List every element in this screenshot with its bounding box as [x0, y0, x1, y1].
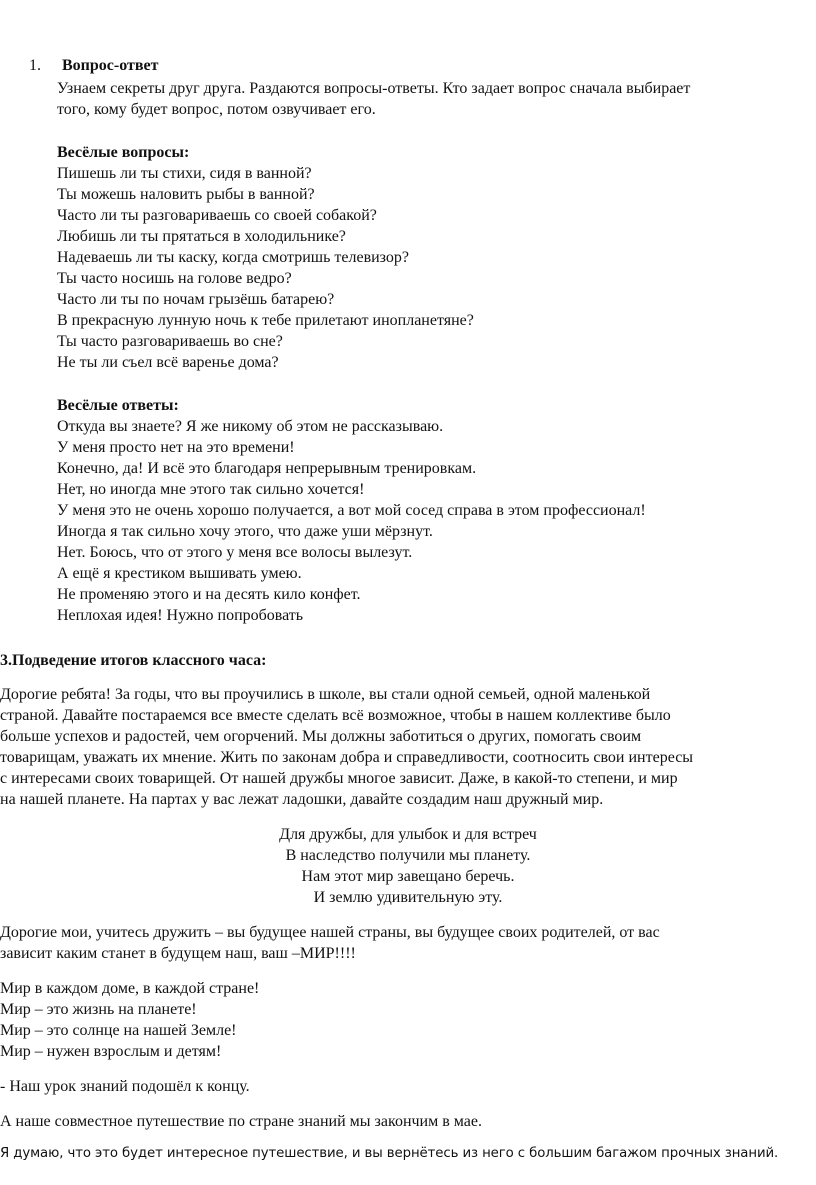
- section-body: [0, 78, 816, 626]
- summary-title: 3.Подведение итогов классного часа:: [0, 652, 267, 669]
- answer-item: А ещё я крестиком вышивать умею.: [57, 565, 302, 582]
- question-item: Часто ли ты по ночам грызёшь батарею?: [57, 291, 335, 308]
- intro-line: того, кому будет вопрос, потом озвучивает его.: [57, 101, 376, 118]
- question-item: Не ты ли съел всё варенье дома?: [57, 354, 279, 371]
- paragraph-line: страной. Давайте постараемся все вместе сделать всё возможное, чтобы в нашем коллективе было: [0, 707, 671, 724]
- paragraph-line: зависит каким станет в будущем наш, ваш –МИР!!!!: [0, 945, 356, 962]
- peace-line: Мир в каждом доме, в каждой стране!: [0, 980, 260, 997]
- peace-line: Мир – это солнце на нашей Земле!: [0, 1022, 237, 1039]
- answers-list: [57, 416, 816, 626]
- answer-item: Откуда вы знаете? Я же никому об этом не рассказываю.: [57, 418, 444, 435]
- answer-item: Нет. Боюсь, что от этого у меня все волосы вылезут.: [57, 544, 413, 561]
- answer-item: Конечно, да! И всё это благодаря непрерывным тренировкам.: [57, 460, 477, 477]
- intro-line: Узнаем секреты друг друга. Раздаются вопросы-ответы. Кто задает вопрос сначала выбирает: [57, 80, 691, 97]
- poem-line: Для дружбы, для улыбок и для встреч: [279, 826, 537, 843]
- answers-heading: Весёлые ответы:: [57, 397, 179, 414]
- paragraph-line: Дорогие ребята! За годы, что вы проучились в школе, вы стали одной семьей, одной маленькой: [0, 686, 651, 703]
- paragraph-line: на нашей планете. На партах у вас лежат ладошки, давайте создадим наш дружный мир.: [0, 791, 604, 808]
- question-item: Ты можешь наловить рыбы в ванной?: [57, 186, 315, 203]
- section-heading: [0, 57, 816, 78]
- answer-item: Неплохая идея! Нужно попробовать: [57, 607, 304, 624]
- question-item: Ты часто носишь на голове ведро?: [57, 270, 292, 287]
- summary-paragraph: [0, 684, 816, 810]
- answer-item: Нет, но иногда мне этого так сильно хочется!: [57, 481, 365, 498]
- peace-line: Мир – это жизнь на планете!: [0, 1001, 197, 1018]
- questions-heading: Весёлые вопросы:: [57, 144, 190, 161]
- answer-item: У меня это не очень хорошо получается, а вот мой сосед справа в этом профессионал!: [57, 502, 646, 519]
- paragraph-line: Дорогие мои, учитесь дружить – вы будущее нашей страны, вы будущее своих родителей, от вас: [0, 924, 660, 941]
- poem-line: И землю удивительную эту.: [313, 889, 503, 906]
- section-summary: [0, 650, 816, 1164]
- appeal-paragraph: [0, 922, 816, 964]
- answer-item: У меня просто нет на это времени!: [57, 439, 295, 456]
- question-item: В прекрасную лунную ночь к тебе прилетают инопланетяне?: [57, 312, 474, 329]
- list-number: 1.: [29, 57, 41, 74]
- final-line: Я думаю, что это будет интересное путешествие, и вы вернётесь из него с большим багажом прочных знаний.: [0, 1146, 779, 1161]
- poem-line: Нам этот мир завещано беречь.: [301, 868, 515, 885]
- question-item: Ты часто разговариваешь во сне?: [57, 333, 283, 350]
- peace-line: Мир – нужен взрослым и детям!: [0, 1043, 222, 1060]
- question-item: Надеваешь ли ты каску, когда смотришь телевизор?: [57, 249, 410, 266]
- question-item: Часто ли ты разговариваешь со своей собакой?: [57, 207, 377, 224]
- question-item: Любишь ли ты прятаться в холодильнике?: [57, 228, 346, 245]
- answer-item: Не променяю этого и на десять кило конфет.: [57, 586, 361, 603]
- section-question-answer: [0, 57, 816, 626]
- section-title: Вопрос-ответ: [62, 57, 159, 74]
- answer-item: Иногда я так сильно хочу этого, что даже уши мёрзнут.: [57, 523, 433, 540]
- peace-lines: [0, 978, 816, 1062]
- journey-line: А наше совместное путешествие по стране знаний мы закончим в мае.: [0, 1113, 483, 1130]
- paragraph-line: товарищам, уважать их мнение. Жить по законам добра и справедливости, соотносить свои интересы: [0, 749, 694, 766]
- paragraph-line: с интересами своих товарищей. От нашей дружбы многое зависит. Даже, в какой-то степени, и мир: [0, 770, 678, 787]
- question-item: Пишешь ли ты стихи, сидя в ванной?: [57, 165, 312, 182]
- questions-list: [57, 163, 816, 373]
- poem: [0, 824, 816, 908]
- lesson-end-line: - Наш урок знаний подошёл к концу.: [0, 1078, 250, 1095]
- paragraph-line: больше успехов и радостей, чем огорчений. Мы должны заботиться о других, помогать своим: [0, 728, 642, 745]
- poem-line: В наследство получили мы планету.: [285, 847, 531, 864]
